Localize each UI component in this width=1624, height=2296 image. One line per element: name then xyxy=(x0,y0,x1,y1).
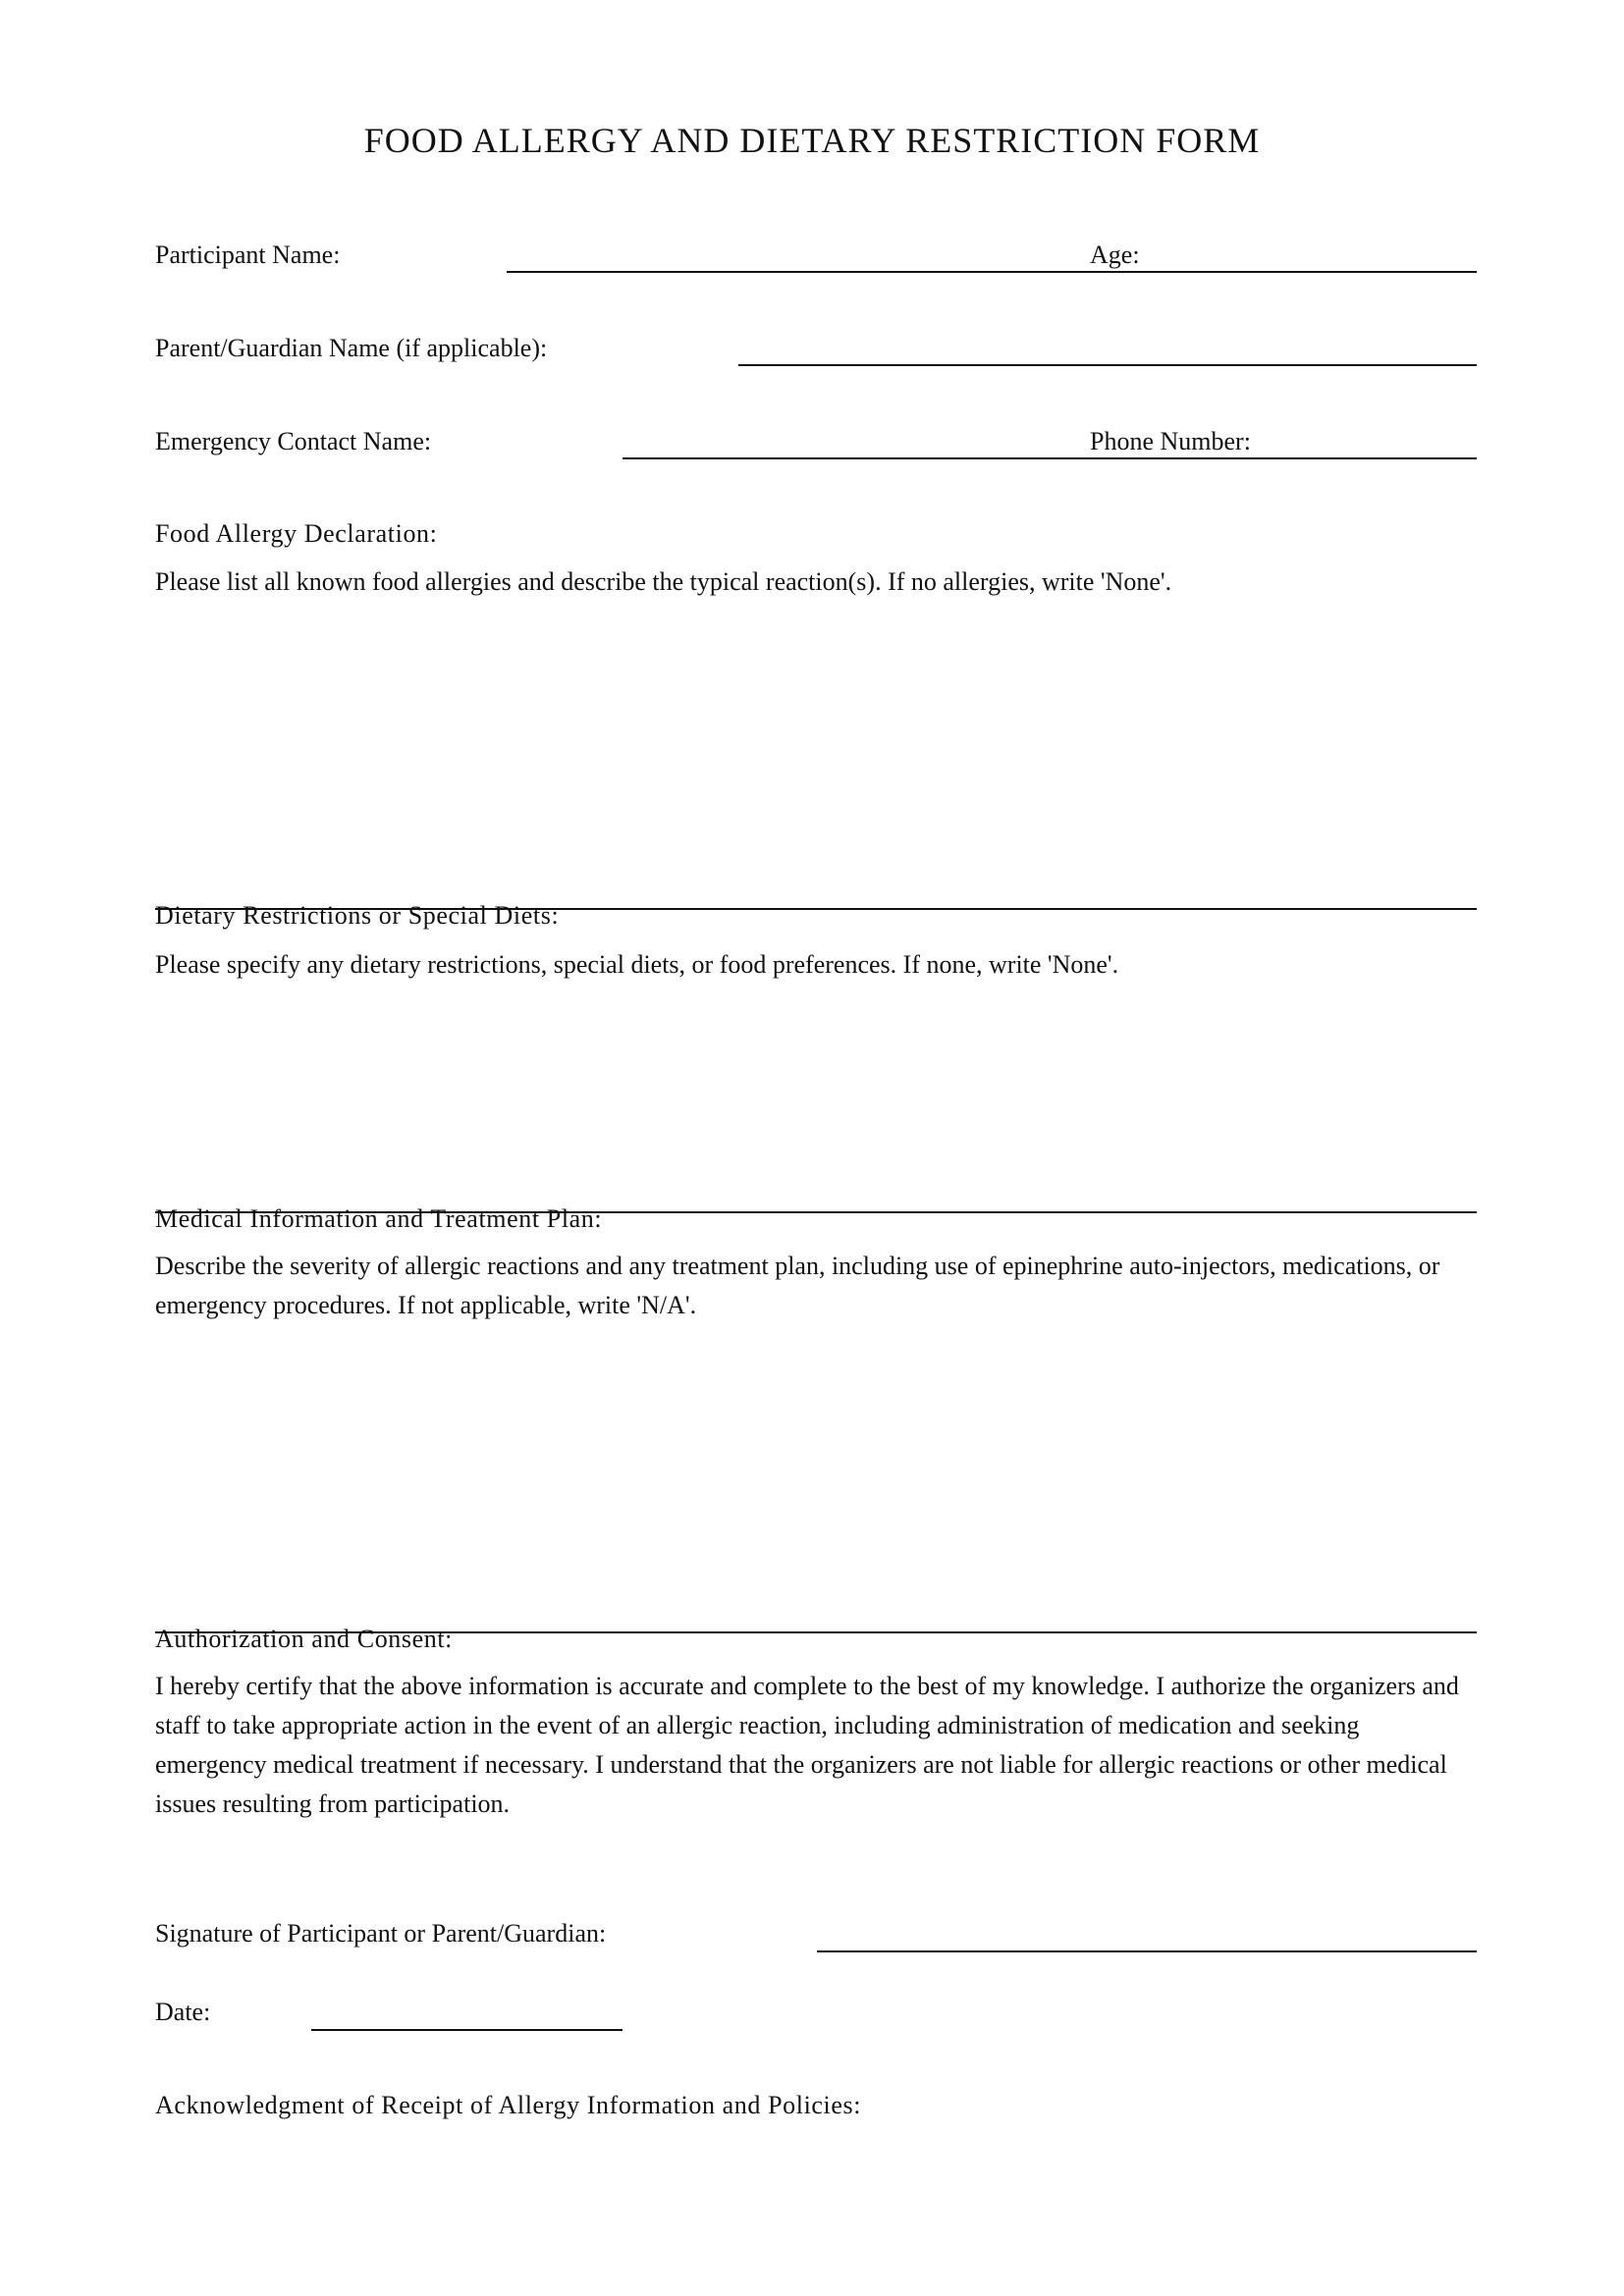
emergency-contact-phone-underline xyxy=(623,457,1477,459)
authorization-heading: Authorization and Consent: xyxy=(155,1625,453,1653)
allergy-instructions: Please list all known food allergies and describe the typical reaction(s). If no allergies, write 'None'. xyxy=(155,567,1172,596)
guardian-name-input[interactable] xyxy=(738,330,1477,363)
phone-label: Phone Number: xyxy=(1090,427,1251,455)
allergy-heading: Food Allergy Declaration: xyxy=(155,519,438,548)
date-label: Date: xyxy=(155,1998,211,2026)
acknowledgment-heading: Acknowledgment of Receipt of Allergy Information and Policies: xyxy=(155,2091,862,2119)
participant-name-age-underline xyxy=(507,271,1477,273)
signature-label: Signature of Participant or Parent/Guardian: xyxy=(155,1919,607,1948)
dietary-instructions: Please specify any dietary restrictions, special diets, or food preferences. If none, write 'None'. xyxy=(155,950,1119,979)
emergency-contact-label: Emergency Contact Name: xyxy=(155,427,432,455)
participant-name-input[interactable] xyxy=(507,238,1086,271)
medical-textarea[interactable] xyxy=(155,1332,1477,1627)
dietary-textarea[interactable] xyxy=(155,991,1477,1207)
form-title: FOOD ALLERGY AND DIETARY RESTRICTION FORM xyxy=(363,121,1261,160)
guardian-name-underline xyxy=(738,364,1477,366)
emergency-contact-input[interactable] xyxy=(623,424,1084,457)
dietary-heading: Dietary Restrictions or Special Diets: xyxy=(155,901,560,930)
date-input[interactable] xyxy=(311,1995,623,2028)
age-label: Age: xyxy=(1090,240,1140,269)
signature-underline xyxy=(817,1950,1477,1952)
medical-instructions: Describe the severity of allergic reactions and any treatment plan, including use of epinephrine auto-injectors, medications, or emergency procedures. If not applicable, write 'N/A'. xyxy=(155,1252,1440,1319)
signature-input[interactable] xyxy=(817,1916,1477,1949)
date-underline xyxy=(311,2029,623,2031)
guardian-name-label: Parent/Guardian Name (if applicable): xyxy=(155,334,548,362)
allergy-textarea[interactable] xyxy=(155,609,1477,903)
medical-heading: Medical Information and Treatment Plan: xyxy=(155,1204,603,1233)
age-input[interactable] xyxy=(1149,238,1477,271)
participant-name-label: Participant Name: xyxy=(155,240,341,269)
phone-input[interactable] xyxy=(1267,424,1477,457)
authorization-text: I hereby certify that the above information is accurate and complete to the best of my knowledge. I authorize the organizers and staff to take appropriate action in the event of an allergic reaction, including administration of medication and seeking emergency medical treatment if necessary. I understand that the organizers are not liable for allergic reactions or other medical issues resulting from participation. xyxy=(155,1672,1459,1818)
